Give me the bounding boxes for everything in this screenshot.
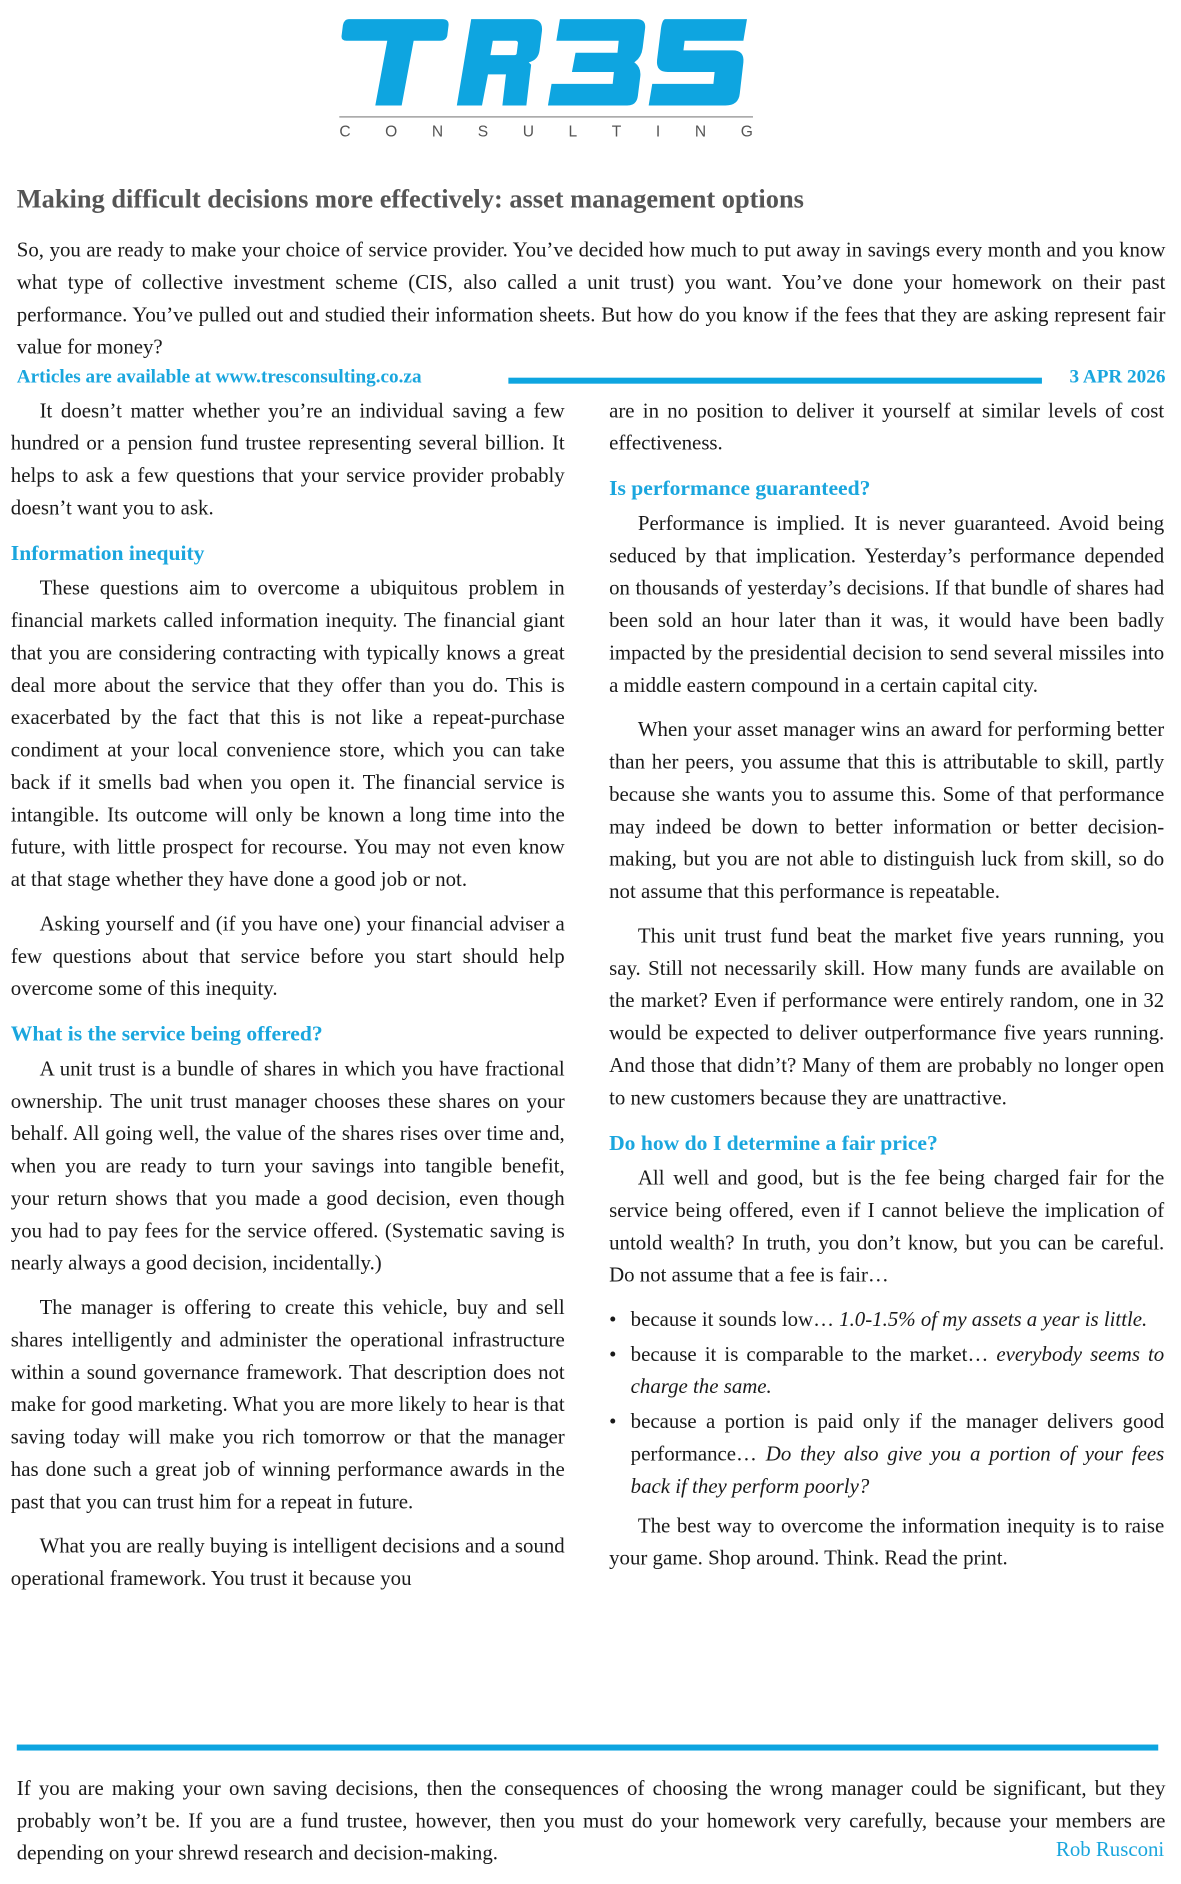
article-title: Making difficult decisions more effectively: asset management options: [16, 183, 804, 214]
list-item-text: because a portion is paid only if the manager delivers good performance…: [630, 1408, 1165, 1466]
logo-letter: N: [431, 122, 444, 141]
list-item-emphasis: Do they also give you a portion of your fees back if they perform poorly?: [630, 1441, 1165, 1498]
list-item: [609, 1303, 1164, 1335]
logo-letter: T: [611, 122, 622, 141]
paragraph: A unit trust is a bundle of shares in which you have fractional ownership. The unit trust manager chooses these shares on your behalf. All going well, the value of the shares rises over time and, when you are ready to turn your savings into tangible benefit, your return shows that you made a good decision, even though you had to pay fees for the service offered. (Systematic saving is nearly always a good decision, incidentally.): [10, 1056, 565, 1275]
bullet-icon: •: [609, 1306, 617, 1331]
paragraph: Asking yourself and (if you have one) your financial adviser a few questions about that service before you start should help overcome some of this inequity.: [10, 911, 565, 1000]
paragraph: These questions aim to overcome a ubiquitous problem in financial markets called information inequity. The financial giant that you are considering contracting with typically knows a great deal more about the service that they offer than you do. This is exacerbated by the fact that this is not like a repeat-purchase condiment at your local convenience store, which you can take back if it smells bad when you open it. The financial service is intangible. Its outcome will only be known a long time into the future, with little prospect for recourse. You may not even know at that stage whether they have done a good job or not.: [10, 575, 565, 891]
fee-assumptions-list: [609, 1303, 1164, 1502]
section-heading-information-inequity: Information inequity: [10, 540, 205, 565]
list-item-emphasis: 1.0-1.5% of my assets a year is little.: [839, 1306, 1148, 1331]
logo-wordmark-icon: [339, 14, 753, 110]
author-name: Rob Rusconi: [1055, 1836, 1165, 1861]
bullet-icon: •: [609, 1341, 617, 1366]
logo-letter: I: [655, 122, 661, 141]
list-item-text: because it is comparable to the market…: [630, 1341, 997, 1366]
section-heading-service-offered: What is the service being offered?: [10, 1021, 323, 1046]
logo-letter: U: [522, 122, 534, 141]
paragraph: When your asset manager wins an award for performing better than her peers, you assume that this is attributable to skill, partly because she wants you to assume this. Some of that performance may indeed be down to better information or better decision-making, but you are not able to distinguish luck from skill, so do not assume that this performance is repeatable.: [609, 717, 1165, 903]
article-intro: So, you are ready to make your choice of service provider. You’ve decided how much to put away in savings every month and you know what type of collective investment scheme (CIS, also called a unit trust) you want. You’ve done your homework on their past performance. You’ve pulled out and studied their information sheets. But how do you know if the fees that they are asking represent fair value for money?: [16, 237, 1166, 359]
paragraph: It doesn’t matter whether you’re an individual saving a few hundred or a pension fund trustee representing several billion. It helps to ask a few questions that your service provider probably doesn’t want you to ask.: [10, 398, 565, 520]
paragraph: Performance is implied. It is never guaranteed. Avoid being seduced by that implication. Yesterday’s performance depended on thousands of yesterday’s decisions. If that bundle of shares had been sold an hour later than it was, it would have been badly impacted by the presidential decision to send several missiles into a middle eastern compound in a certain capital city.: [609, 510, 1165, 697]
logo-letter: S: [477, 122, 489, 141]
logo-letter: C: [339, 122, 351, 141]
list-item: [609, 1405, 1164, 1502]
right-column: [609, 394, 1164, 1586]
paragraph: The best way to overcome the information inequity is to raise your game. Shop around. Think. Read the print.: [609, 1513, 1165, 1570]
articles-bar: [17, 367, 1166, 391]
list-item: [609, 1338, 1164, 1403]
article-date: 3 APR 2026: [1069, 366, 1166, 388]
section-heading-fair-price: Do how do I determine a fair price?: [609, 1130, 938, 1155]
logo-divider: [339, 116, 753, 117]
paragraph: are in no position to deliver it yourself at similar levels of cost effectiveness.: [609, 398, 1165, 455]
logo-letter: G: [740, 122, 753, 141]
left-column: [11, 394, 565, 1606]
logo-letter: L: [568, 122, 578, 141]
bullet-icon: •: [609, 1408, 617, 1433]
paragraph: All well and good, but is the fee being charged fair for the service being offered, even if I cannot believe the implication of untold wealth? In truth, you don’t know, but you can be careful. Do not assume that a fee is fair…: [609, 1165, 1165, 1287]
paragraph: What you are really buying is intelligent decisions and a sound operational framework. You trust it because you: [10, 1533, 565, 1590]
articles-bar-divider: [508, 378, 1042, 384]
paragraph: This unit trust fund beat the market five years running, you say. Still not necessarily skill. How many funds are available on the market? Even if performance were entirely random, one in 32 would be expected to deliver outperformance five years running. And those that didn’t? Many of them are probably no longer open to new customers because they are unattractive.: [609, 923, 1165, 1110]
bottom-divider: [17, 1745, 1158, 1751]
logo-letter: N: [694, 122, 707, 141]
logo-letter: O: [385, 122, 398, 141]
logo-subtitle: [339, 122, 753, 140]
article-outro: If you are making your own saving decisions, then the consequences of choosing the wrong manager could be significant, but they probably won’t be. If you are a fund trustee, however, then you must do your homework very carefully, because your members are depending on your shrewd research and decision-making.: [16, 1775, 1166, 1865]
paragraph: The manager is offering to create this vehicle, buy and sell shares intelligently and administer the operational infrastructure within a sound governance framework. That description does not make for good marketing. What you are more likely to hear is that saving today will make you rich tomorrow or that the manager has done such a great job of winning performance awards in the past that you can trust him for a repeat in future.: [10, 1294, 565, 1514]
tres-consulting-logo: [339, 14, 753, 141]
articles-website-link[interactable]: Articles are available at www.tresconsulting.co.za: [16, 366, 422, 388]
list-item-text: because it sounds low…: [630, 1306, 840, 1331]
section-heading-performance-guaranteed: Is performance guaranteed?: [609, 476, 871, 500]
list-item-emphasis: everybody seems to charge the same.: [630, 1341, 1165, 1399]
